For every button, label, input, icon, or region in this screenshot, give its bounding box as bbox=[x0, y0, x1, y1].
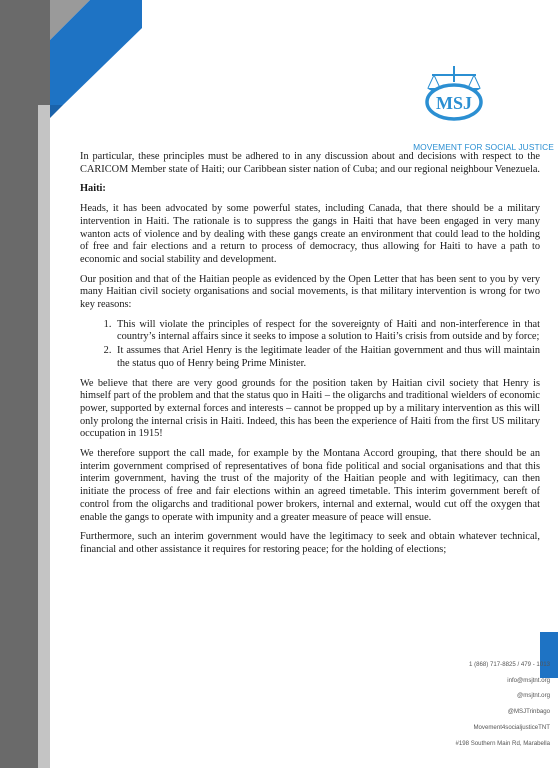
contact-phone: 1 (868) 717-8825 / 479 - 1013 bbox=[469, 661, 550, 668]
reasons-list bbox=[80, 319, 540, 371]
paragraph-4: We therefore support the call made, for example by the Montana Accord grouping, that there should be an interim government comprised of representatives of bona fide political and social organisations and that this interim government, having the trust of the majority of the Haitian people and with legitimacy, can then initiate the process of free and fair elections within an agreed timetable. This interim government bereft of control from the oligarchs and traditional power brokers, internal and external, would cut off the oxygen that enable the gangs to operate with impunity and a greater measure of peace will ensue. bbox=[80, 448, 540, 523]
paragraph-3: We believe that there are very good grounds for the position taken by Haitian civil society that Henry is himself part of the problem and that the status quo in Haiti – the oligarchs and traditional wielders of economic power, supported by external forces and interests – cannot be propped up by a military intervention as this will only prolong the internal crisis in Haiti. Indeed, this has been the experience of Haiti from the first US military occupation in 1915! bbox=[80, 377, 540, 440]
contact-address: #198 Southern Main Rd, Marabella bbox=[455, 739, 550, 747]
contact-email: info@msjtnt.org bbox=[507, 676, 550, 684]
contact-facebook: Movement4socialjusticeTNT bbox=[473, 723, 550, 731]
logo-monogram: MSJ bbox=[436, 93, 472, 113]
intro-paragraph: In particular, these principles must be adhered to in any discussion about and decisions with respect to the CARICOM Member state of Haiti; our Caribbean sister nation of Cuba; and our regional neighbour Venezuela. bbox=[80, 151, 540, 175]
scales-of-justice-icon bbox=[422, 62, 486, 124]
org-name: MOVEMENT FOR SOCIAL JUSTICE bbox=[413, 142, 554, 152]
contact-handle: @msjtnt.org bbox=[517, 692, 550, 700]
paragraph-5: Furthermore, such an interim government would have the legitimacy to seek and obtain whatever technical, financial and other assistance it requires for restoring peace; for the holding of elections; bbox=[80, 531, 540, 555]
contact-info bbox=[455, 657, 550, 751]
blue-corner-triangle bbox=[50, 105, 63, 118]
letter-body bbox=[80, 151, 540, 564]
paragraph-1: Heads, it has been advocated by some powerful states, including Canada, that there should be a military intervention in Haiti. The rationale is to suppress the gangs in Haiti that have been engaged in very many wanton acts of violence and by dealing with these gangs create an environment that could lead to the holding of free and fair elections and a return to process of democracy, thus allowing for Haiti to have a path to economic and social stability and development. bbox=[80, 203, 540, 265]
section-heading: Haiti: bbox=[80, 183, 106, 195]
reason-item: 2. It assumes that Ariel Henry is the legitimate leader of the Haitian government and thus will maintain the status quo of Henry being Prime Minister. bbox=[114, 345, 540, 370]
light-gray-stripe bbox=[38, 105, 50, 768]
paragraph-2: Our position and that of the Haitian people as evidenced by the Open Letter that has been sent to you by very many Haitian civil society organisations and social movements, is that military intervention is wrong for two key reasons: bbox=[80, 273, 540, 311]
contact-twitter: @MSJTrinbago bbox=[507, 708, 550, 716]
reason-item: 1. This will violate the principles of respect for the sovereignty of Haiti and non-interference in that country’s internal affairs since it seeks to impose a solution to Haiti’s crisis from outside and by force; bbox=[114, 319, 540, 344]
